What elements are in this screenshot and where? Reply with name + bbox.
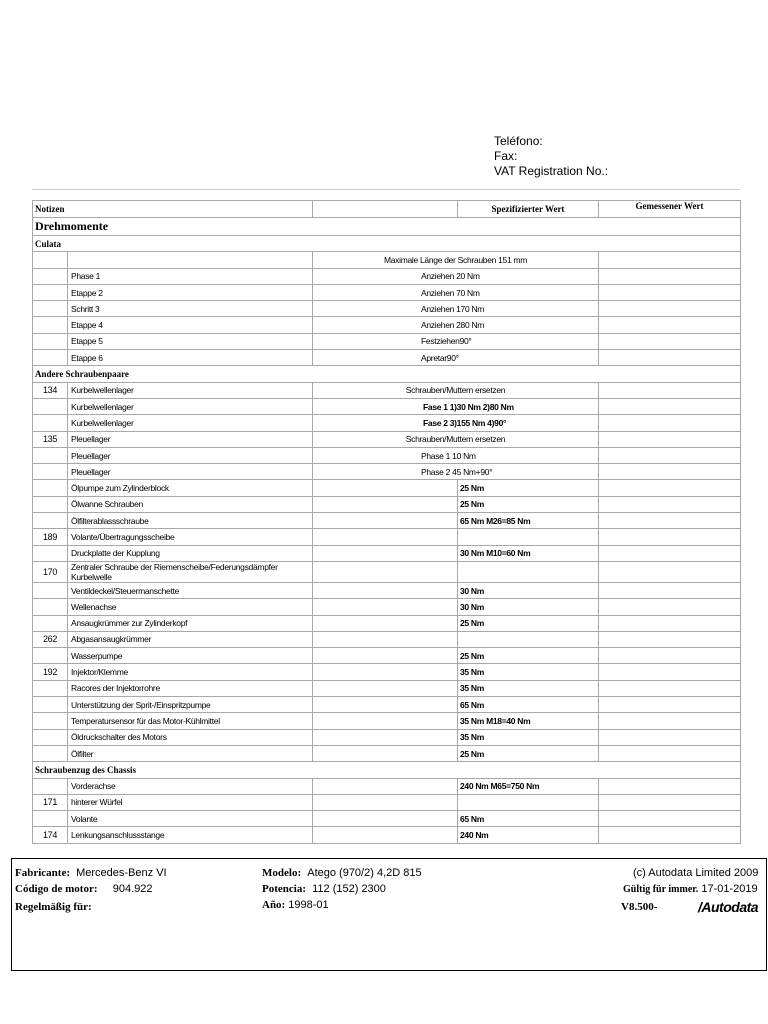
measured-value: [599, 713, 741, 729]
component-name: Kurbelwellenlager: [68, 398, 313, 414]
table-row: [33, 431, 741, 447]
validity: [623, 883, 758, 895]
row-number: [33, 729, 68, 745]
row-number: [33, 513, 68, 529]
component-name: Phase 1: [68, 268, 313, 284]
copyright: (c) Autodata Limited 2009: [633, 867, 759, 879]
measured-value: [599, 447, 741, 463]
specified-value: 35 Nm: [458, 729, 599, 745]
table-title: Drehmomente: [33, 218, 741, 236]
specified-value: 240 Nm M65=750 Nm: [458, 778, 599, 794]
table-header-row: [33, 201, 741, 218]
table-row: [33, 631, 741, 647]
empty-cell: [313, 480, 458, 496]
table-row: [33, 827, 741, 843]
empty-cell: [313, 729, 458, 745]
table-row: [33, 545, 741, 561]
empty-cell: [313, 778, 458, 794]
row-number: [33, 599, 68, 615]
measured-value: [599, 480, 741, 496]
measured-value: [599, 794, 741, 810]
model-value: Atego (970/2) 4,2D 815: [307, 867, 422, 879]
component-name: Etappe 5: [68, 333, 313, 349]
measured-value: [599, 648, 741, 664]
component-name: Vorderachse: [68, 778, 313, 794]
torque-table: [32, 200, 741, 844]
component-name: Volante/Übertragungsscheibe: [68, 529, 313, 545]
measured-value: [599, 697, 741, 713]
empty-cell: [313, 631, 458, 647]
specified-value: 25 Nm: [458, 648, 599, 664]
validity-label: Gültig für immer.: [623, 884, 699, 895]
section-row: [33, 762, 741, 778]
component-name: Wasserpumpe: [68, 648, 313, 664]
row-number: [33, 496, 68, 512]
table-row: [33, 745, 741, 761]
measured-value: [599, 252, 741, 268]
specified-value: Phase 2 45 Nm+90°: [313, 464, 599, 480]
specified-value: 25 Nm: [458, 615, 599, 631]
component-name: Injektor/Klemme: [68, 664, 313, 680]
table-row: [33, 513, 741, 529]
specified-value: Fase 2 3)155 Nm 4)90°: [313, 415, 599, 431]
empty-cell: [313, 713, 458, 729]
row-number: [33, 464, 68, 480]
row-number: 262: [33, 631, 68, 647]
row-number: 192: [33, 664, 68, 680]
empty-cell: [313, 599, 458, 615]
specified-value: Anziehen 20 Nm: [313, 268, 599, 284]
table-row: [33, 447, 741, 463]
empty-cell: [313, 615, 458, 631]
row-number: [33, 480, 68, 496]
specified-value: Schrauben/Muttern ersetzen: [313, 431, 599, 447]
empty-cell: [313, 496, 458, 512]
header-divider: [32, 189, 740, 190]
empty-cell: [313, 811, 458, 827]
specified-value: 35 Nm M18=40 Nm: [458, 713, 599, 729]
empty-cell: [313, 529, 458, 545]
component-name: [68, 252, 313, 268]
header-specified: Spezifizierter Wert: [458, 201, 599, 218]
section-row: [33, 236, 741, 252]
component-name: Ölpumpe zum Zylinderblock: [68, 480, 313, 496]
component-name: Temperatursensor für das Motor-Kühlmittel: [68, 713, 313, 729]
specified-value: Festziehen90°: [313, 333, 599, 349]
engine-code-label: Código de motor:: [15, 883, 98, 895]
table-row: [33, 350, 741, 366]
empty-cell: [313, 648, 458, 664]
measured-value: [599, 333, 741, 349]
engine-code: [15, 883, 153, 895]
measured-value: [599, 382, 741, 398]
section-title: Schraubenzug des Chassis: [33, 762, 741, 778]
row-number: 170: [33, 561, 68, 582]
measured-value: [599, 827, 741, 843]
component-name: Racores der Injektorrohre: [68, 680, 313, 696]
empty-cell: [313, 697, 458, 713]
component-name: Pleuellager: [68, 431, 313, 447]
measured-value: [599, 680, 741, 696]
row-number: [33, 745, 68, 761]
validity-date: 17-01-2019: [701, 883, 758, 895]
phone-label: Teléfono:: [494, 134, 543, 148]
model-label: Modelo:: [262, 867, 302, 879]
component-name: Ölwanne Schrauben: [68, 496, 313, 512]
specified-value: 65 Nm M26=85 Nm: [458, 513, 599, 529]
component-name: Etappe 2: [68, 284, 313, 300]
measured-value: [599, 529, 741, 545]
empty-cell: [313, 680, 458, 696]
measured-value: [599, 811, 741, 827]
measured-value: [599, 729, 741, 745]
measured-value: [599, 778, 741, 794]
table-row: [33, 480, 741, 496]
power-value: 112 (152) 2300: [312, 883, 386, 895]
measured-value: [599, 268, 741, 284]
measured-value: [599, 317, 741, 333]
component-name: Ölfilter: [68, 745, 313, 761]
measured-value: [599, 664, 741, 680]
year-label: Año:: [262, 899, 286, 911]
year: [262, 899, 329, 911]
empty-cell: [313, 745, 458, 761]
specified-value: 30 Nm: [458, 599, 599, 615]
table-row: [33, 284, 741, 300]
header-empty: [313, 201, 458, 218]
table-row: [33, 778, 741, 794]
specified-value: [458, 529, 599, 545]
row-number: [33, 317, 68, 333]
power: [262, 883, 386, 895]
measured-value: [599, 284, 741, 300]
row-number: [33, 615, 68, 631]
section-row: [33, 366, 741, 382]
table-row: [33, 615, 741, 631]
manufacturer-label: Fabricante:: [15, 867, 70, 879]
table-row: [33, 496, 741, 512]
table-row: [33, 382, 741, 398]
vehicle-footer: [11, 858, 767, 971]
table-title-row: [33, 218, 741, 236]
component-name: Etappe 4: [68, 317, 313, 333]
row-number: [33, 713, 68, 729]
table-row: [33, 697, 741, 713]
regular-label: Regelmäßig für:: [15, 901, 92, 913]
table-row: [33, 729, 741, 745]
component-name: Schritt 3: [68, 301, 313, 317]
specified-value: Apretar90°: [313, 350, 599, 366]
row-number: [33, 252, 68, 268]
component-name: Kurbelwellenlager: [68, 382, 313, 398]
component-name: Ölfilterablassschraube: [68, 513, 313, 529]
row-number: [33, 284, 68, 300]
specified-value: Fase 1 1)30 Nm 2)80 Nm: [313, 398, 599, 414]
power-label: Potencia:: [262, 883, 306, 895]
measured-value: [599, 398, 741, 414]
measured-value: [599, 464, 741, 480]
measured-value: [599, 745, 741, 761]
row-number: [33, 268, 68, 284]
header-measured: Gemessener Wert: [599, 201, 741, 218]
empty-cell: [313, 664, 458, 680]
component-name: Unterstützung der Sprit-/Einspritzpumpe: [68, 697, 313, 713]
component-name: Abgasansaugkrümmer: [68, 631, 313, 647]
measured-value: [599, 431, 741, 447]
measured-value: [599, 301, 741, 317]
row-number: [33, 582, 68, 598]
row-number: [33, 811, 68, 827]
component-name: hinterer Würfel: [68, 794, 313, 810]
row-number: [33, 545, 68, 561]
table-row: [33, 582, 741, 598]
component-name: Druckplatte der Kupplung: [68, 545, 313, 561]
component-name: Wellenachse: [68, 599, 313, 615]
empty-cell: [313, 794, 458, 810]
measured-value: [599, 631, 741, 647]
manufacturer: [15, 867, 167, 879]
specified-value: 35 Nm: [458, 664, 599, 680]
autodata-logo: /Autodata: [698, 899, 759, 915]
specified-value: [458, 631, 599, 647]
measured-value: [599, 415, 741, 431]
table-row: [33, 252, 741, 268]
measured-value: [599, 513, 741, 529]
component-name: Pleuellager: [68, 464, 313, 480]
component-name: Ansaugkrümmer zur Zylinderkopf: [68, 615, 313, 631]
empty-cell: [313, 582, 458, 598]
empty-cell: [313, 545, 458, 561]
engine-code-value: 904.922: [112, 883, 153, 895]
measured-value: [599, 561, 741, 582]
row-number: [33, 333, 68, 349]
row-number: [33, 350, 68, 366]
specified-value: 30 Nm: [458, 582, 599, 598]
row-number: [33, 447, 68, 463]
table-row: [33, 464, 741, 480]
row-number: 174: [33, 827, 68, 843]
table-row: [33, 664, 741, 680]
table-row: [33, 301, 741, 317]
row-number: 171: [33, 794, 68, 810]
empty-cell: [313, 827, 458, 843]
measured-value: [599, 615, 741, 631]
specified-value: 25 Nm: [458, 496, 599, 512]
table-row: [33, 599, 741, 615]
specified-value: Anziehen 280 Nm: [313, 317, 599, 333]
table-row: [33, 333, 741, 349]
specified-value: 30 Nm M10=60 Nm: [458, 545, 599, 561]
specified-value: Anziehen 170 Nm: [313, 301, 599, 317]
table-row: [33, 561, 741, 582]
table-row: [33, 398, 741, 414]
measured-value: [599, 350, 741, 366]
component-name: Lenkungsanschlussstange: [68, 827, 313, 843]
empty-cell: [313, 561, 458, 582]
table-row: [33, 268, 741, 284]
contact-block: [494, 134, 608, 179]
table-row: [33, 648, 741, 664]
specified-value: 25 Nm: [458, 480, 599, 496]
table-row: [33, 794, 741, 810]
component-name: Kurbelwellenlager: [68, 415, 313, 431]
component-name: Öldruckschalter des Motors: [68, 729, 313, 745]
component-name: Zentraler Schraube der Riemenscheibe/Federungsdämpfer Kurbelwelle: [68, 561, 313, 582]
row-number: 135: [33, 431, 68, 447]
version: V8.500-: [621, 901, 658, 913]
row-number: [33, 778, 68, 794]
measured-value: [599, 599, 741, 615]
empty-cell: [313, 513, 458, 529]
vat-label: VAT Registration No.:: [494, 164, 609, 178]
specified-value: 65 Nm: [458, 697, 599, 713]
component-name: Ventildeckel/Steuermanschette: [68, 582, 313, 598]
row-number: [33, 680, 68, 696]
component-name: Pleuellager: [68, 447, 313, 463]
specified-value: Anziehen 70 Nm: [313, 284, 599, 300]
specified-value: 35 Nm: [458, 680, 599, 696]
specified-value: Maximale Länge der Schrauben 151 mm: [313, 252, 599, 268]
table-row: [33, 713, 741, 729]
table-row: [33, 529, 741, 545]
specified-value: [458, 561, 599, 582]
measured-value: [599, 545, 741, 561]
header-notes: Notizen: [33, 201, 313, 218]
specified-value: 25 Nm: [458, 745, 599, 761]
specified-value: Schrauben/Muttern ersetzen: [313, 382, 599, 398]
measured-value: [599, 582, 741, 598]
table-row: [33, 680, 741, 696]
manufacturer-value: Mercedes-Benz VI: [76, 867, 167, 879]
model: [262, 867, 422, 879]
section-title: Andere Schraubenpaare: [33, 366, 741, 382]
table-row: [33, 811, 741, 827]
year-value: 1998-01: [288, 899, 329, 911]
regular: [15, 901, 92, 913]
table-row: [33, 415, 741, 431]
row-number: [33, 415, 68, 431]
section-title: Culata: [33, 236, 741, 252]
measured-value: [599, 496, 741, 512]
row-number: [33, 301, 68, 317]
specified-value: 240 Nm: [458, 827, 599, 843]
specified-value: 65 Nm: [458, 811, 599, 827]
row-number: [33, 697, 68, 713]
row-number: 189: [33, 529, 68, 545]
row-number: [33, 398, 68, 414]
specified-value: Phase 1 10 Nm: [313, 447, 599, 463]
component-name: Volante: [68, 811, 313, 827]
specified-value: [458, 794, 599, 810]
row-number: [33, 648, 68, 664]
table-row: [33, 317, 741, 333]
fax-label: Fax:: [494, 149, 518, 163]
row-number: 134: [33, 382, 68, 398]
component-name: Etappe 6: [68, 350, 313, 366]
